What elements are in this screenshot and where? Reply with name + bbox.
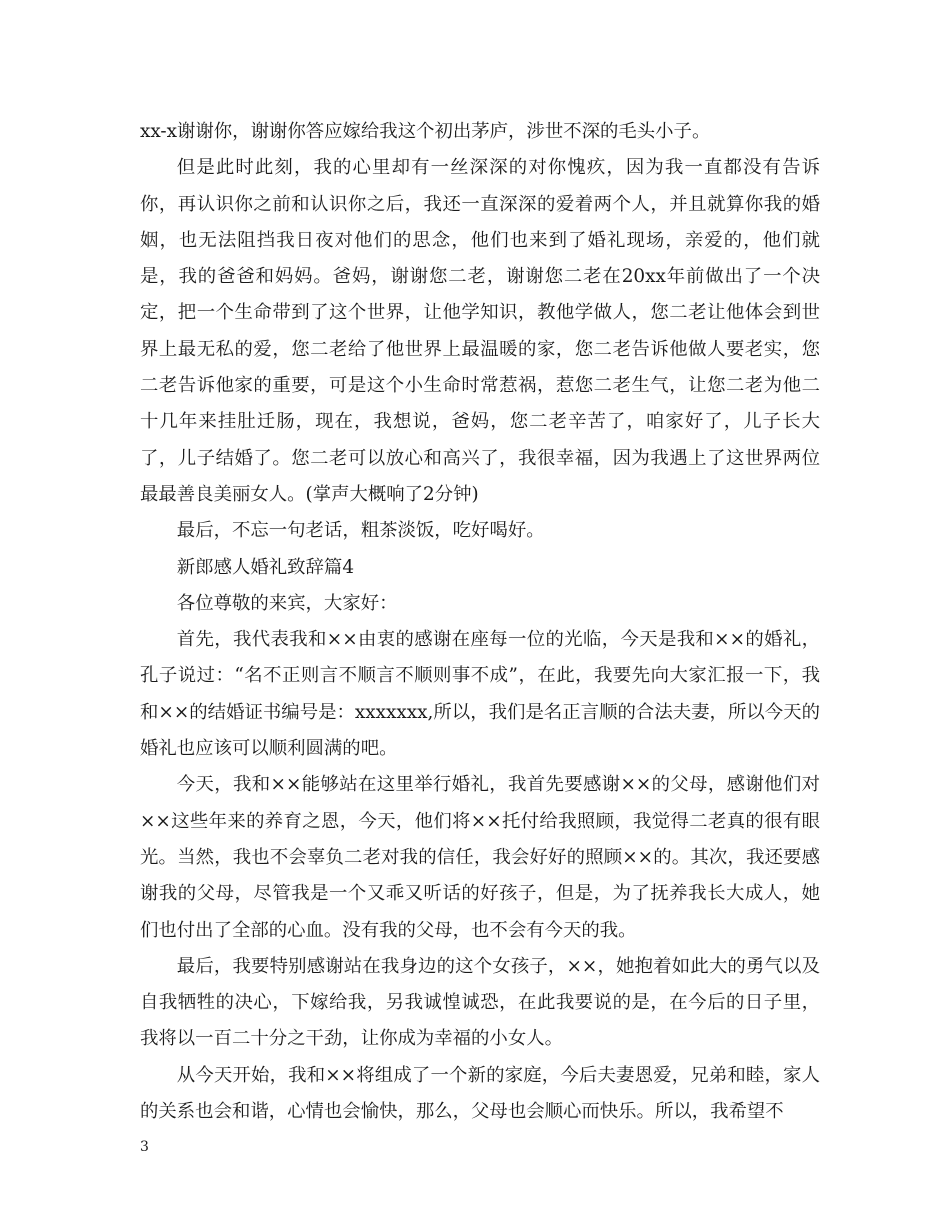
paragraph-3: 最后，不忘一句老话，粗茶淡饭，吃好喝好。 <box>176 520 545 542</box>
paragraph-2: 但是此时此刻，我的心里却有一丝深深的对你愧疚，因为我一直都没有告诉你，再认识你之前和认识你之后，我还一直深深的爱着两个人，并且就算你我的婚姻，也无法阻挡我日夜对他们的思念，他们也来到了婚礼现场，亲爱的，他们就是，我的爸爸和妈妈。爸妈，谢谢您二老，谢谢您二老在20xx年前做出了一个决定，把一个生命带到了这个世界，让他学知识，教他学做人，您二老让他体会到世界上最无私的爱，您二老给了他世界上最温暖的家，您二老告诉他做人要老实，您二老告诉他家的重要，可是这个小生命时常惹祸，惹您二老生气，让您二老为他二十几年来挂肚迁肠，现在，我想说，爸妈，您二老辛苦了，咱家好了，儿子长大了，儿子结婚了。您二老可以放心和高兴了，我很幸福，因为我遇上了这世界两位最最善良美丽女人。(掌声大概响了2分钟) <box>140 157 820 505</box>
page-number: 3 <box>140 1139 149 1155</box>
paragraph-6: 首先，我代表我和××由衷的感谢在座每一位的光临，今天是我和××的婚礼，孔子说过：“名不正则言不顺言不顺则事不成”，在此，我要先向大家汇报一下，我和××的结婚证书编号是：xxxxxxx,所以，我们是名正言顺的合法夫妻，所以今天的婚礼也应该可以顺利圆满的吧。 <box>140 629 820 760</box>
paragraph-9: 从今天开始，我和××将组成了一个新的家庭，今后夫妻恩爱，兄弟和睦，家人的关系也会和谐，心情也会愉快，那么，父母也会顺心而快乐。所以，我希望不 <box>140 1064 820 1123</box>
document-body <box>140 114 820 1130</box>
paragraph-8: 最后，我要特别感谢站在我身边的这个女孩子，××，她抱着如此大的勇气以及自我牺牲的决心，下嫁给我，另我诚惶诚恐，在此我要说的是，在今后的日子里，我将以一百二十分之干劲，让你成为幸福的小女人。 <box>140 955 820 1050</box>
paragraph-greeting: 各位尊敬的来宾，大家好： <box>176 592 398 614</box>
paragraph-1: xx-x谢谢你，谢谢你答应嫁给我这个初出茅庐，涉世不深的毛头小子。 <box>140 121 711 142</box>
paragraph-7: 今天，我和××能够站在这里举行婚礼，我首先要感谢××的父母，感谢他们对××这些年来的养育之恩，今天，他们将××托付给我照顾，我觉得二老真的很有眼光。当然，我也不会辜负二老对我的信任，我会好好的照顾××的。其次，我还要感谢我的父母，尽管我是一个又乖又听话的好孩子，但是，为了抚养我长大成人，她们也付出了全部的心血。没有我的父母，也不会有今天的我。 <box>140 774 820 941</box>
section-heading: 新郎感人婚礼致辞篇4 <box>176 556 355 578</box>
